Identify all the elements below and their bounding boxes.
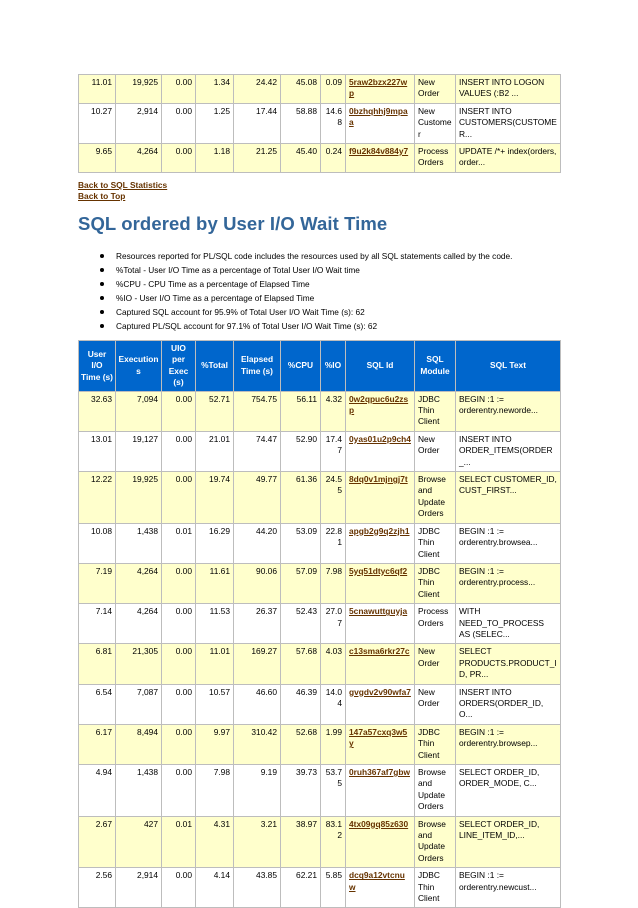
note-item: Captured PL/SQL account for 97.1% of Total User I/O Wait Time (s): 62	[78, 319, 512, 333]
note-item: %Total - User I/O Time as a percentage of Total User I/O Wait time	[78, 263, 512, 277]
cell-elapsed-time: 169.27	[234, 644, 281, 684]
column-header-pct-total: %Total	[196, 341, 234, 392]
sql-id-link[interactable]: 0yas01u2p9ch4	[349, 433, 411, 444]
cell-elapsed-time: 90.06	[234, 563, 281, 603]
cell-uio-per-exec: 0.00	[162, 391, 196, 431]
cell-pct-io: 4.32	[321, 391, 346, 431]
cell-pct-io: 0.09	[321, 75, 346, 104]
sql-id-link[interactable]: 8dq0v1mjngj7t	[349, 474, 408, 485]
cell-pct-cpu: 57.68	[281, 644, 321, 684]
note-item: %IO - User I/O Time as a percentage of Elapsed Time	[78, 291, 512, 305]
cell-uio-per-exec: 0.00	[162, 103, 196, 143]
sql-id-link[interactable]: 147a57cxq3w5y	[349, 726, 408, 749]
cell-sql-module: JDBC Thin Client	[415, 563, 456, 603]
cell-pct-total: 19.74	[196, 472, 234, 524]
cell-sql-id	[346, 103, 415, 143]
table-row	[79, 472, 561, 524]
cell-pct-total: 1.25	[196, 103, 234, 143]
cell-uio-per-exec: 0.00	[162, 765, 196, 817]
cell-pct-io: 14.04	[321, 684, 346, 724]
cell-pct-cpu: 38.97	[281, 816, 321, 868]
cell-sql-id	[346, 816, 415, 868]
column-header-pct-cpu: %CPU	[281, 341, 321, 392]
cell-user-io-time: 13.01	[79, 431, 116, 471]
cell-sql-module: Process Orders	[415, 144, 456, 173]
cell-user-io-time: 7.14	[79, 604, 116, 644]
column-header-sql-id: SQL Id	[346, 341, 415, 392]
cell-sql-id	[346, 472, 415, 524]
cell-executions: 4,264	[116, 144, 162, 173]
table-row	[79, 523, 561, 563]
cell-pct-io: 14.68	[321, 103, 346, 143]
cell-sql-id	[346, 75, 415, 104]
table-row	[79, 144, 561, 173]
cell-sql-id	[346, 563, 415, 603]
table-row	[79, 391, 561, 431]
table-row	[79, 75, 561, 104]
cell-pct-total: 4.31	[196, 816, 234, 868]
cell-sql-id	[346, 765, 415, 817]
cell-uio-per-exec: 0.00	[162, 431, 196, 471]
cell-pct-io: 22.81	[321, 523, 346, 563]
cell-pct-total: 1.34	[196, 75, 234, 104]
cell-elapsed-time: 49.77	[234, 472, 281, 524]
cell-pct-cpu: 45.08	[281, 75, 321, 104]
cell-sql-id	[346, 724, 415, 764]
sql-id-link[interactable]: 0w2qpuc6u2zsp	[349, 393, 409, 416]
note-item: %CPU - CPU Time as a percentage of Elapsed Time	[78, 277, 512, 291]
cell-elapsed-time: 9.19	[234, 765, 281, 817]
cell-user-io-time: 6.17	[79, 724, 116, 764]
cell-sql-module: New Customer	[415, 103, 456, 143]
cell-elapsed-time: 44.20	[234, 523, 281, 563]
cell-pct-total: 16.29	[196, 523, 234, 563]
cell-sql-text: UPDATE /*+ index(orders, order...	[456, 144, 561, 173]
column-header-elapsed-time: Elapsed Time (s)	[234, 341, 281, 392]
cell-sql-module: Browse and Update Orders	[415, 816, 456, 868]
cell-sql-module: JDBC Thin Client	[415, 523, 456, 563]
previous-sql-table-body	[79, 75, 561, 173]
cell-user-io-time: 10.08	[79, 523, 116, 563]
cell-sql-module: New Order	[415, 684, 456, 724]
cell-uio-per-exec: 0.00	[162, 868, 196, 908]
cell-sql-text: INSERT INTO ORDERS(ORDER_ID, O...	[456, 684, 561, 724]
cell-sql-text: INSERT INTO CUSTOMERS(CUSTOMER...	[456, 103, 561, 143]
cell-sql-module: JDBC Thin Client	[415, 868, 456, 908]
cell-elapsed-time: 26.37	[234, 604, 281, 644]
cell-sql-text: BEGIN :1 := orderentry.neworde...	[456, 391, 561, 431]
cell-sql-id	[346, 604, 415, 644]
table-row	[79, 103, 561, 143]
column-header-sql-module: SQL Module	[415, 341, 456, 392]
back-to-top-link[interactable]: Back to Top	[78, 191, 126, 201]
cell-uio-per-exec: 0.01	[162, 816, 196, 868]
cell-executions: 19,127	[116, 431, 162, 471]
note-item: Captured SQL account for 95.9% of Total User I/O Wait Time (s): 62	[78, 305, 512, 319]
cell-sql-id	[346, 431, 415, 471]
cell-sql-text: SELECT PRODUCTS.PRODUCT_ID, PR...	[456, 644, 561, 684]
cell-sql-module: New Order	[415, 644, 456, 684]
cell-sql-text: SELECT ORDER_ID, ORDER_MODE, C...	[456, 765, 561, 817]
cell-uio-per-exec: 0.00	[162, 472, 196, 524]
cell-pct-io: 24.55	[321, 472, 346, 524]
table-row	[79, 644, 561, 684]
cell-executions: 19,925	[116, 472, 162, 524]
sql-id-link[interactable]: 5raw2bzx227wp	[349, 77, 408, 99]
table-row	[79, 563, 561, 603]
cell-elapsed-time: 21.25	[234, 144, 281, 173]
cell-uio-per-exec: 0.01	[162, 523, 196, 563]
cell-sql-text: BEGIN :1 := orderentry.process...	[456, 563, 561, 603]
cell-user-io-time: 4.94	[79, 765, 116, 817]
cell-uio-per-exec: 0.00	[162, 724, 196, 764]
cell-user-io-time: 32.63	[79, 391, 116, 431]
cell-uio-per-exec: 0.00	[162, 144, 196, 173]
cell-sql-module: New Order	[415, 431, 456, 471]
cell-user-io-time: 6.81	[79, 644, 116, 684]
column-header-uio-per-exec: UIO per Exec (s)	[162, 341, 196, 392]
previous-sql-table	[78, 74, 561, 173]
sql-id-link[interactable]: 0ruh367af7gbw	[349, 767, 410, 777]
cell-pct-io: 53.75	[321, 765, 346, 817]
cell-sql-id	[346, 684, 415, 724]
cell-elapsed-time: 310.42	[234, 724, 281, 764]
column-header-sql-text: SQL Text	[456, 341, 561, 392]
cell-sql-module: JDBC Thin Client	[415, 724, 456, 764]
cell-user-io-time: 9.65	[79, 144, 116, 173]
cell-executions: 2,914	[116, 868, 162, 908]
cell-elapsed-time: 3.21	[234, 816, 281, 868]
section-notes	[78, 249, 512, 333]
column-header-user-io-time: User I/O Time (s)	[79, 341, 116, 392]
cell-pct-total: 1.18	[196, 144, 234, 173]
cell-pct-io: 0.24	[321, 144, 346, 173]
sql-id-link[interactable]: 0bzhqhhj9mpaa	[349, 105, 408, 128]
cell-executions: 4,264	[116, 604, 162, 644]
sql-id-link[interactable]: gvgdv2v90wfa7	[349, 686, 411, 697]
nav-links	[78, 180, 167, 202]
cell-user-io-time: 7.19	[79, 563, 116, 603]
cell-sql-module: JDBC Thin Client	[415, 391, 456, 431]
cell-sql-text: SELECT ORDER_ID, LINE_ITEM_ID,...	[456, 816, 561, 868]
table-row	[79, 816, 561, 868]
column-header-executions: Executions	[116, 341, 162, 392]
cell-sql-text: INSERT INTO LOGON VALUES (:B2 ...	[456, 75, 561, 104]
cell-pct-cpu: 56.11	[281, 391, 321, 431]
cell-pct-cpu: 61.36	[281, 472, 321, 524]
cell-pct-total: 4.14	[196, 868, 234, 908]
cell-pct-cpu: 52.68	[281, 724, 321, 764]
cell-elapsed-time: 17.44	[234, 103, 281, 143]
cell-executions: 19,925	[116, 75, 162, 104]
cell-pct-total: 21.01	[196, 431, 234, 471]
cell-pct-cpu: 52.43	[281, 604, 321, 644]
cell-sql-module: Process Orders	[415, 604, 456, 644]
cell-pct-cpu: 46.39	[281, 684, 321, 724]
cell-pct-io: 5.85	[321, 868, 346, 908]
cell-sql-id	[346, 391, 415, 431]
cell-pct-io: 7.98	[321, 563, 346, 603]
cell-pct-io: 27.07	[321, 604, 346, 644]
cell-pct-io: 1.99	[321, 724, 346, 764]
cell-sql-text: BEGIN :1 := orderentry.browsep...	[456, 724, 561, 764]
cell-elapsed-time: 754.75	[234, 391, 281, 431]
cell-executions: 7,087	[116, 684, 162, 724]
cell-uio-per-exec: 0.00	[162, 604, 196, 644]
cell-sql-text: BEGIN :1 := orderentry.newcust...	[456, 868, 561, 908]
cell-pct-total: 10.57	[196, 684, 234, 724]
cell-sql-text: INSERT INTO ORDER_ITEMS(ORDER_...	[456, 431, 561, 471]
cell-pct-cpu: 45.40	[281, 144, 321, 173]
cell-pct-io: 17.47	[321, 431, 346, 471]
cell-executions: 8,494	[116, 724, 162, 764]
cell-executions: 1,438	[116, 523, 162, 563]
cell-pct-io: 4.03	[321, 644, 346, 684]
cell-pct-total: 11.53	[196, 604, 234, 644]
cell-sql-module: Browse and Update Orders	[415, 765, 456, 817]
cell-elapsed-time: 43.85	[234, 868, 281, 908]
sql-id-link[interactable]: dcq9a12vtcnuw	[349, 870, 405, 892]
cell-sql-id	[346, 144, 415, 173]
cell-pct-total: 11.61	[196, 563, 234, 603]
cell-user-io-time: 11.01	[79, 75, 116, 104]
cell-uio-per-exec: 0.00	[162, 75, 196, 104]
cell-executions: 4,264	[116, 563, 162, 603]
cell-pct-cpu: 58.88	[281, 103, 321, 143]
user-io-wait-table	[78, 340, 561, 908]
sql-id-link[interactable]: c13sma6rkr27c	[349, 646, 410, 657]
cell-pct-total: 11.01	[196, 644, 234, 684]
cell-executions: 21,305	[116, 644, 162, 684]
table-row	[79, 684, 561, 724]
cell-executions: 427	[116, 816, 162, 868]
sql-id-link[interactable]: f9u2k84v884y7	[349, 146, 409, 157]
cell-pct-total: 9.97	[196, 724, 234, 764]
cell-pct-cpu: 53.09	[281, 523, 321, 563]
cell-pct-cpu: 52.90	[281, 431, 321, 471]
cell-sql-module: Browse and Update Orders	[415, 472, 456, 524]
user-io-wait-table-body	[79, 391, 561, 908]
cell-user-io-time: 2.67	[79, 816, 116, 868]
table-row	[79, 604, 561, 644]
cell-uio-per-exec: 0.00	[162, 684, 196, 724]
cell-user-io-time: 6.54	[79, 684, 116, 724]
cell-sql-module: New Order	[415, 75, 456, 104]
back-to-sql-statistics-link[interactable]: Back to SQL Statistics	[78, 180, 168, 190]
cell-user-io-time: 10.27	[79, 103, 116, 143]
cell-pct-io: 83.12	[321, 816, 346, 868]
table-row	[79, 724, 561, 764]
cell-pct-total: 7.98	[196, 765, 234, 817]
table-row	[79, 765, 561, 817]
cell-user-io-time: 12.22	[79, 472, 116, 524]
cell-user-io-time: 2.56	[79, 868, 116, 908]
sql-id-link[interactable]: 5cnawuttguyja	[349, 606, 408, 617]
note-item: Resources reported for PL/SQL code includes the resources used by all SQL statements called by the code.	[78, 249, 512, 263]
cell-uio-per-exec: 0.00	[162, 644, 196, 684]
sql-id-link[interactable]: apgb2g9q2zjh1	[349, 525, 410, 536]
sql-id-link[interactable]: 5yq51dtyc6qf2	[349, 565, 408, 576]
table-row	[79, 431, 561, 471]
section-title: SQL ordered by User I/O Wait Time	[78, 213, 388, 234]
table-header-row	[79, 341, 561, 392]
cell-pct-cpu: 39.73	[281, 765, 321, 817]
cell-sql-text: WITH NEED_TO_PROCESS AS (SELEC...	[456, 604, 561, 644]
cell-sql-id	[346, 523, 415, 563]
cell-pct-cpu: 62.21	[281, 868, 321, 908]
cell-sql-id	[346, 644, 415, 684]
cell-pct-cpu: 57.09	[281, 563, 321, 603]
cell-elapsed-time: 24.42	[234, 75, 281, 104]
cell-elapsed-time: 74.47	[234, 431, 281, 471]
cell-uio-per-exec: 0.00	[162, 563, 196, 603]
sql-id-link[interactable]: 4tx09gq85z630	[349, 818, 409, 829]
cell-executions: 2,914	[116, 103, 162, 143]
cell-sql-text: SELECT CUSTOMER_ID, CUST_FIRST...	[456, 472, 561, 524]
cell-executions: 1,438	[116, 765, 162, 817]
cell-pct-total: 52.71	[196, 391, 234, 431]
column-header-pct-io: %IO	[321, 341, 346, 392]
cell-executions: 7,094	[116, 391, 162, 431]
cell-sql-text: BEGIN :1 := orderentry.browsea...	[456, 523, 561, 563]
cell-elapsed-time: 46.60	[234, 684, 281, 724]
